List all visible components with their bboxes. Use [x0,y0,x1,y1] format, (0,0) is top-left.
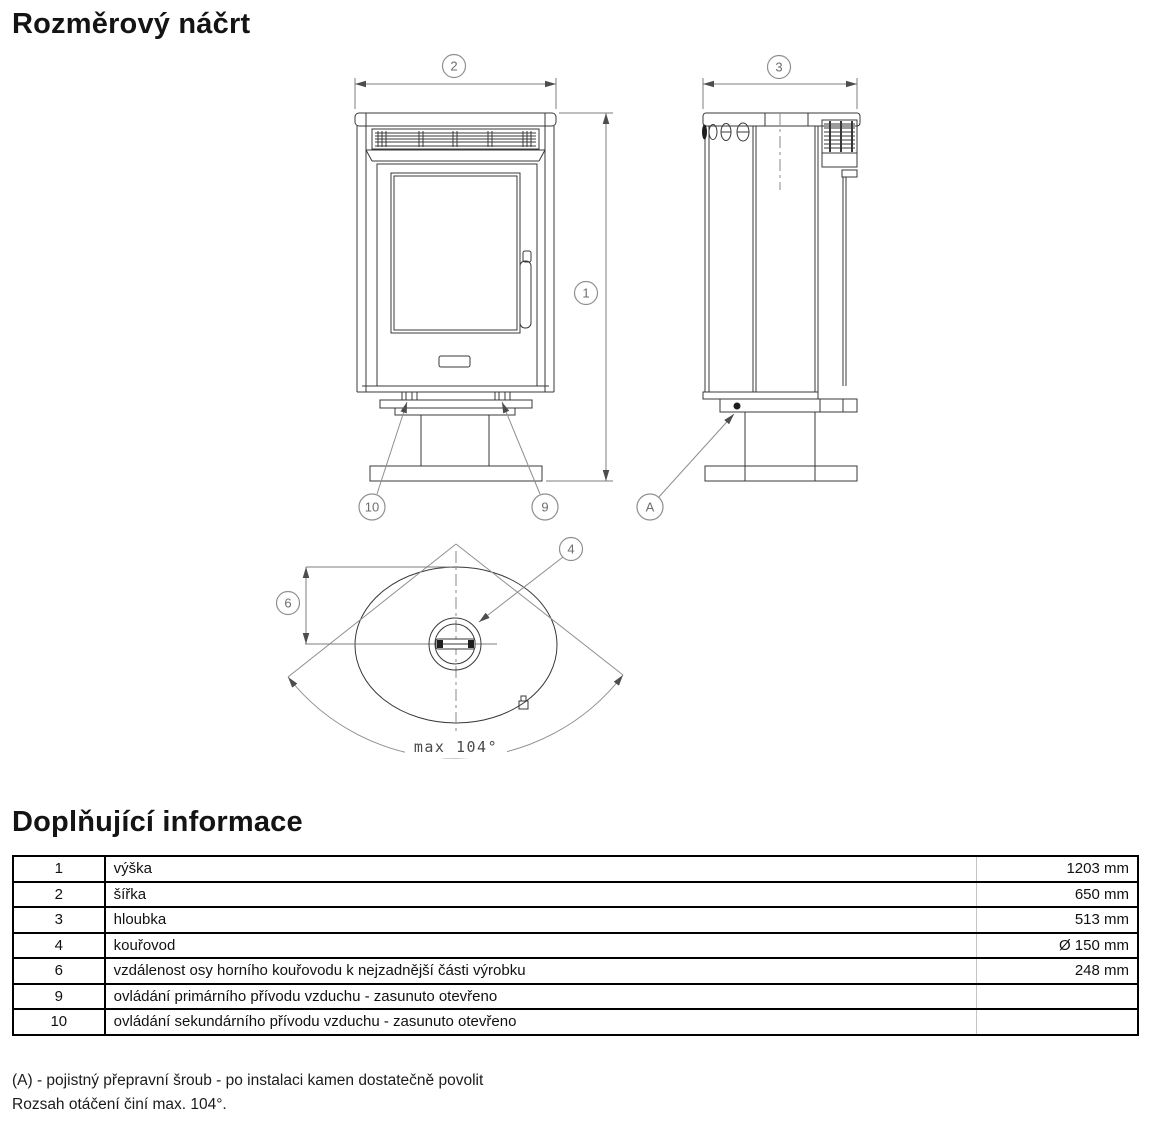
callout-height-label: 1 [582,285,590,301]
flue-outlet [429,618,481,670]
row-value: 248 mm [977,958,1138,984]
front-view [355,113,556,481]
page-title: Rozměrový náčrt [12,8,251,40]
front-air-grille [366,129,545,161]
table-row [13,856,1138,882]
side-pedestal [705,412,857,481]
table-row [13,958,1138,984]
row-number: 2 [13,882,105,908]
row-number: 4 [13,933,105,959]
row-number: 9 [13,984,105,1010]
row-label: kouřovod [105,933,977,959]
ash-drawer-handle [439,356,470,367]
table-row [13,984,1138,1010]
row-number: 3 [13,907,105,933]
row-value [977,984,1138,1010]
door-glass [391,173,520,333]
stove-body-sides [357,126,554,392]
info-table-body [13,856,1138,1035]
callout-secondary-air-label: 10 [364,499,380,515]
dimensions [277,55,858,645]
row-number: 1 [13,856,105,882]
row-label: hloubka [105,907,977,933]
row-value: 513 mm [977,907,1138,933]
air-control-sliders [402,392,510,400]
row-label: vzdálenost osy horního kouřovodu k nejzadnější části výrobku [105,958,977,984]
transport-screw [734,403,741,410]
table-row [13,882,1138,908]
stove-top-plate [355,113,556,126]
info-table [12,855,1139,1036]
side-air-grille [822,120,857,167]
callout-transport-screw-label: A [645,499,655,515]
table-row [13,933,1138,959]
footnote-transport-screw: (A) - pojistný přepravní šroub - po instalaci kamen dostatečně povolit [12,1072,484,1089]
callout-primary-air-label: 9 [541,499,549,515]
side-view [702,113,860,481]
table-row [13,907,1138,933]
rotation-note: max 104° [413,738,499,756]
row-label: výška [105,856,977,882]
front-pedestal [370,400,542,481]
info-heading: Doplňující informace [12,806,303,838]
row-number: 10 [13,1009,105,1035]
callout-flue-label: 4 [567,541,575,557]
row-label: ovládání sekundárního přívodu vzduchu - zasunuto otevřeno [105,1009,977,1035]
footnotes [12,1069,483,1117]
row-number: 6 [13,958,105,984]
row-value [977,1009,1138,1035]
footnote-rotation-range: Rozsah otáčení činí max. 104°. [12,1096,227,1113]
row-value: 650 mm [977,882,1138,908]
table-row [13,1009,1138,1035]
callout-depth-label: 3 [775,59,783,75]
callout-flue-offset-label: 6 [284,595,292,611]
row-label: šířka [105,882,977,908]
row-value: Ø 150 mm [977,933,1138,959]
row-label: ovládání primárního přívodu vzduchu - zasunuto otevřeno [105,984,977,1010]
door-handle [520,251,531,328]
row-value: 1203 mm [977,856,1138,882]
callout-width-label: 2 [450,58,458,74]
top-view [288,541,623,758]
stove-door [377,164,537,386]
